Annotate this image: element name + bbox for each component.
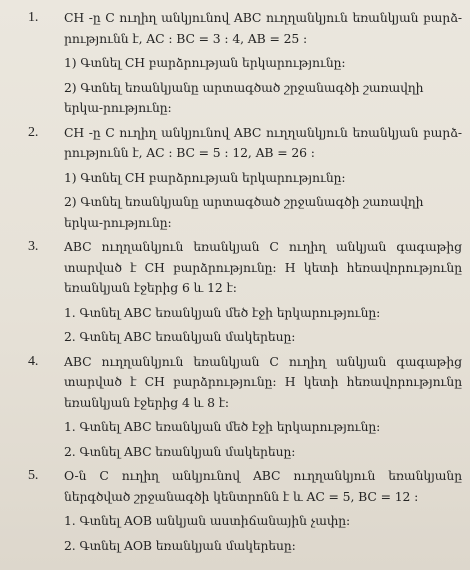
subquestion: 2) Գտնել եռանկյանը արտագծած շրջանագծի շառավղի երկա-րությունը: (64, 79, 424, 115)
problem-statement: ABC ուղղանկյուն եռանկյան C ուղիղ անկյան գագաթից տարված է CH բարձրությունը: H կետի հեռավորությունը եռանկյան էջերից 6 և 12 է: (64, 239, 462, 295)
problem-2 (8, 123, 462, 234)
problem-number: 3. (28, 239, 39, 254)
problem-number: 2. (28, 124, 39, 140)
subquestion: 1) Գտնել CH բարձրության երկարությունը: (64, 55, 346, 70)
subquestion: 2. Գտնել ABC եռանկյան մակերեսը: (64, 443, 296, 459)
problem-3 (8, 237, 462, 348)
problem-number: 1. (28, 10, 39, 25)
subquestion: 2. Գտնել ABC եռանկյան մակերեսը: (64, 329, 296, 344)
subquestion: 1. Գտնել ABC եռանկյան մեծ էջի երկարությունը: (64, 419, 381, 434)
problem-4 (8, 352, 462, 463)
problem-statement: ABC ուղղանկյուն եռանկյան C ուղիղ անկյան գագաթից տարված է CH բարձրությունը: H կետի հեռավորությունը եռանկյան էջերից 4 և 8 է: (64, 353, 462, 410)
problem-statement: O-ն C ուղիղ անկյունով ABC ուղղանկյուն եռանկյանը ներգծված շրջանագծի կենտրոնն է և AC = 5, BC = 12 : (64, 468, 462, 504)
problem-statement: CH -ը C ուղիղ անկյունով ABC ուղղանկյուն եռանկյան բարձ-րությունն է, AC : BC = 5 : 12, AB = 26 : (64, 124, 462, 160)
subquestion: 1) Գտնել CH բարձրության երկարությունը: (64, 169, 346, 185)
problem-statement: CH -ը C ուղիղ անկյունով ABC ուղղանկյուն եռանկյան բարձ-րությունն է, AC : BC = 3 : 4, AB = 25 : (64, 10, 462, 46)
subquestion: 1. Գտնել ABC եռանկյան մեծ էջի երկարությունը: (64, 304, 381, 320)
problem-5 (8, 466, 462, 556)
subquestion: 2. Գտնել AOB եռանկյան մակերեսը: (64, 537, 296, 553)
problem-1 (8, 8, 462, 119)
subquestion: 1. Գտնել AOB անկյան աստիճանային չափը: (64, 513, 351, 528)
problem-number: 5. (28, 468, 39, 483)
subquestion: 2) Գտնել եռանկյանը արտագծած շրջանագծի շառավղի երկա-րությունը: (64, 194, 424, 230)
problem-number: 4. (28, 353, 39, 369)
